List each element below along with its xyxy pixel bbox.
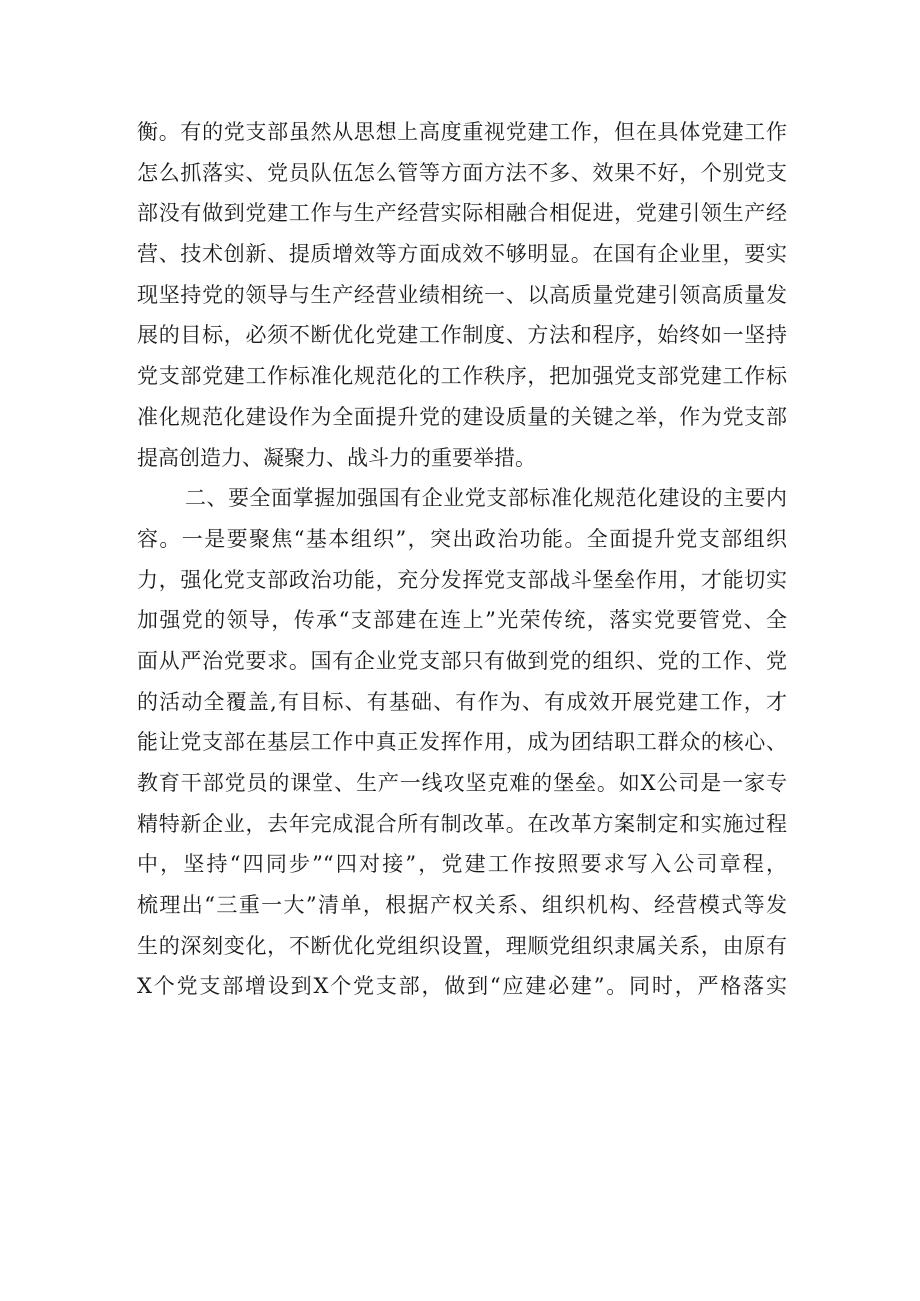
text-line: 部没有做到党建工作与生产经营实际相融合相促进，党建引领生产经 <box>137 201 787 226</box>
text-line: 教育干部党员的课堂、生产一线攻坚克难的堡垒。如X公司是一家专 <box>137 771 787 795</box>
text-line: 面从严治党要求。国有企业党支部只有做到党的组织、党的工作、党 <box>137 648 787 673</box>
text-line: 提高创造力、凝聚力、战斗力的重要举措。 <box>137 445 536 470</box>
text-line: 展的目标，必须不断优化党建工作制度、方法和程序，始终如一坚持 <box>137 323 787 348</box>
text-line: 精特新企业，去年完成混合所有制改革。在改革方案制定和实施过程 <box>137 811 787 836</box>
text-line: 梳理出“三重一大”清单，根据产权关系、组织机构、经营模式等发 <box>137 893 787 918</box>
text-line: 能让党支部在基层工作中真正发挥作用，成为团结职工群众的核心、 <box>137 730 787 755</box>
text-line: 党支部党建工作标准化规范化的工作秩序，把加强党支部党建工作标 <box>137 364 787 389</box>
text-line: 现坚持党的领导与生产经营业绩相统一、以高质量党建引领高质量发 <box>137 282 787 307</box>
text-line: 衡。有的党支部虽然从思想上高度重视党建工作，但在具体党建工作 <box>137 120 787 144</box>
text-line: 加强党的领导，传承“支部建在连上”光荣传统，落实党要管党、全 <box>137 608 787 633</box>
text-line: 生的深刻变化，不断优化党组织设置，理顺党组织隶属关系，由原有 <box>137 933 787 958</box>
text-line: 怎么抓落实、党员队伍怎么管等方面方法不多、效果不好，个别党支 <box>137 160 787 185</box>
text-line: 容。一是要聚焦“基本组织”，突出政治功能。全面提升党支部组织 <box>137 526 787 551</box>
document-body <box>137 112 787 1007</box>
paragraph-1 <box>137 112 787 478</box>
text-line: X个党支部增设到X个党支部，做到“应建必建”。同时，严格落实 <box>137 974 787 999</box>
paragraph-2 <box>137 478 787 1007</box>
text-line: 中，坚持“四同步”“四对接”，党建工作按照要求写入公司章程， <box>137 852 787 877</box>
text-line: 的活动全覆盖,有目标、有基础、有作为、有成效开展党建工作，才 <box>137 689 787 714</box>
text-line: 力，强化党支部政治功能，充分发挥党支部战斗堡垒作用，才能切实 <box>137 567 787 592</box>
text-line: 二、要全面掌握加强国有企业党支部标准化规范化建设的主要内 <box>185 486 787 511</box>
text-line: 营、技术创新、提质增效等方面成效不够明显。在国有企业里，要实 <box>137 242 787 267</box>
text-line: 准化规范化建设作为全面提升党的建设质量的关键之举，作为党支部 <box>137 404 787 429</box>
